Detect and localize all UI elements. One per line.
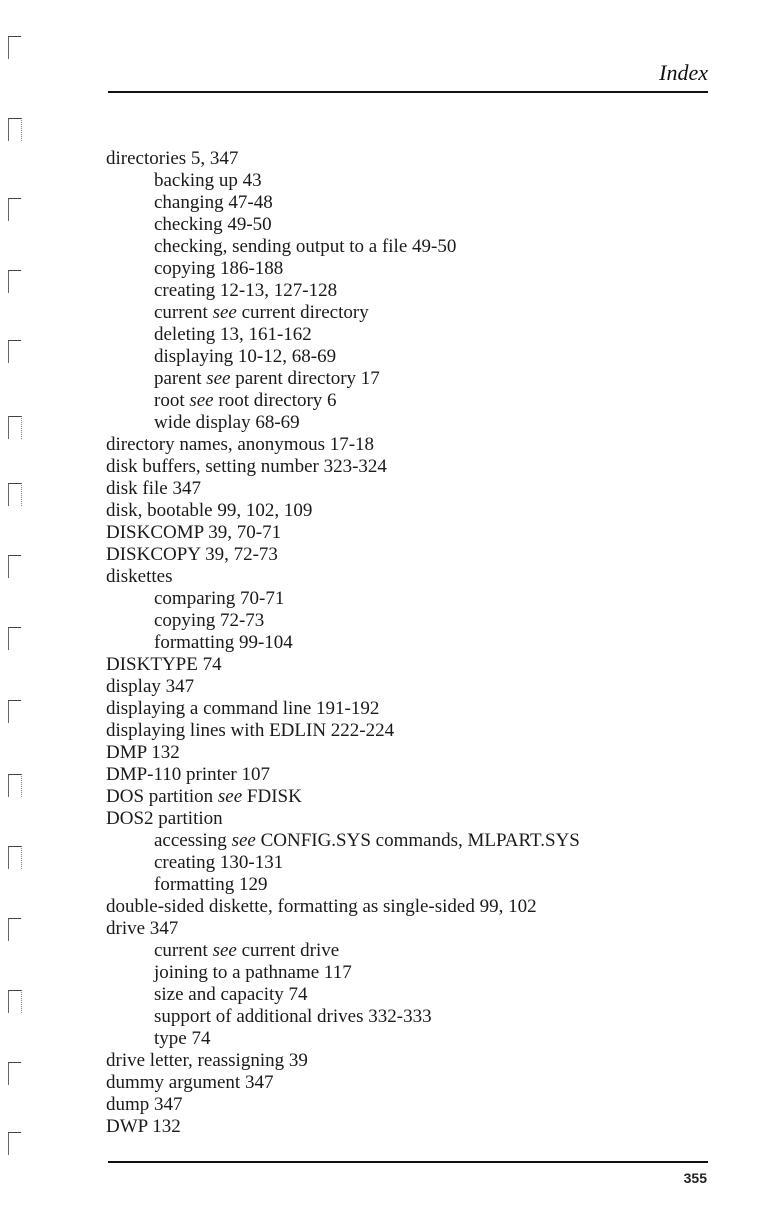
scan-edge-mark (8, 555, 21, 578)
see-reference: see (212, 940, 237, 961)
index-subentry (106, 368, 726, 390)
entry-target: FDISK (242, 786, 302, 807)
index-subentry: deleting 13, 161-162 (154, 324, 312, 345)
index-entry (106, 786, 726, 808)
index-entry: drive letter, reassigning 39 (106, 1050, 308, 1071)
entry-term: current (154, 302, 213, 323)
index-subentry: copying 72-73 (154, 610, 265, 631)
index-subentry: creating 12-13, 127-128 (154, 280, 338, 301)
index-entry: directories 5, 347 (106, 148, 239, 169)
index-subentry: joining to a pathname 117 (154, 962, 352, 983)
scan-edge-mark (8, 846, 22, 869)
see-reference: see (217, 786, 243, 807)
header-rule (108, 91, 708, 93)
scan-edge-mark (8, 1062, 21, 1085)
scan-edge-mark (8, 774, 22, 797)
index-entry: directory names, anonymous 17-18 (106, 434, 375, 455)
index-entry: diskettes (106, 566, 173, 587)
index-entry: displaying a command line 191-192 (106, 698, 380, 719)
scan-edge-mark (8, 1132, 21, 1155)
index-subentry: checking, sending output to a file 49-50 (154, 236, 457, 257)
scan-edge-mark (8, 270, 21, 293)
scan-edge-mark (8, 416, 22, 439)
page-number: 355 (683, 1170, 707, 1186)
index-subentry: changing 47-48 (154, 192, 273, 213)
index-subentry: backing up 43 (154, 170, 262, 191)
index-entry: DISKTYPE 74 (106, 654, 222, 675)
scan-edge-mark (8, 918, 21, 941)
entry-term: current (154, 940, 213, 961)
index-subentry (106, 390, 726, 412)
index-entry: DOS2 partition (106, 808, 223, 829)
entry-term: accessing (154, 830, 232, 851)
index-subentry: displaying 10-12, 68-69 (154, 346, 337, 367)
scan-edge-mark (8, 198, 21, 221)
index-subentry: comparing 70-71 (154, 588, 285, 609)
scan-edge-mark (8, 627, 21, 650)
index-subentry: size and capacity 74 (154, 984, 308, 1005)
entry-target: parent directory 17 (230, 368, 380, 389)
entry-term: parent (154, 368, 207, 389)
index-subentry (106, 940, 726, 962)
index-entry: DISKCOMP 39, 70-71 (106, 522, 282, 543)
entry-target: root directory 6 (213, 390, 337, 411)
scan-edge-mark (8, 990, 22, 1013)
see-reference: see (206, 368, 231, 389)
index-subentry: type 74 (154, 1028, 211, 1049)
see-reference: see (189, 390, 214, 411)
scan-edge-mark (8, 118, 22, 141)
scan-edge-mark (8, 340, 21, 363)
index-entry-list (106, 148, 726, 1138)
index-subentry (106, 302, 726, 324)
scan-edge-mark (8, 700, 21, 723)
scan-edge-mark (8, 36, 21, 59)
index-subentry: formatting 129 (154, 874, 268, 895)
scan-edge-mark (8, 483, 22, 506)
footer-rule (108, 1161, 708, 1163)
index-entry: drive 347 (106, 918, 179, 939)
index-subentry: checking 49-50 (154, 214, 272, 235)
index-entry: DISKCOPY 39, 72-73 (106, 544, 278, 565)
entry-term: root (154, 390, 190, 411)
see-reference: see (212, 302, 237, 323)
entry-target: current directory (236, 302, 369, 323)
index-entry: DMP 132 (106, 742, 180, 763)
entry-term: DOS partition (106, 786, 218, 807)
index-subentry: support of additional drives 332-333 (154, 1006, 432, 1027)
running-header-title: Index (659, 60, 708, 85)
index-entry: DWP 132 (106, 1116, 181, 1137)
index-entry: displaying lines with EDLIN 222-224 (106, 720, 395, 741)
index-entry: DMP-110 printer 107 (106, 764, 270, 785)
entry-target: CONFIG.SYS commands, MLPART.SYS (255, 830, 580, 851)
index-subentry: formatting 99-104 (154, 632, 293, 653)
index-entry: dummy argument 347 (106, 1072, 274, 1093)
see-reference: see (231, 830, 256, 851)
index-entry: double-sided diskette, formatting as single-sided 99, 102 (106, 896, 537, 917)
index-subentry: copying 186-188 (154, 258, 284, 279)
index-entry: disk, bootable 99, 102, 109 (106, 500, 313, 521)
index-subentry: wide display 68-69 (154, 412, 300, 433)
index-entry: display 347 (106, 676, 195, 697)
entry-target: current drive (236, 940, 340, 961)
index-entry: dump 347 (106, 1094, 183, 1115)
index-entry: disk buffers, setting number 323-324 (106, 456, 387, 477)
index-entry: disk file 347 (106, 478, 201, 499)
index-subentry (106, 830, 726, 852)
index-subentry: creating 130-131 (154, 852, 284, 873)
